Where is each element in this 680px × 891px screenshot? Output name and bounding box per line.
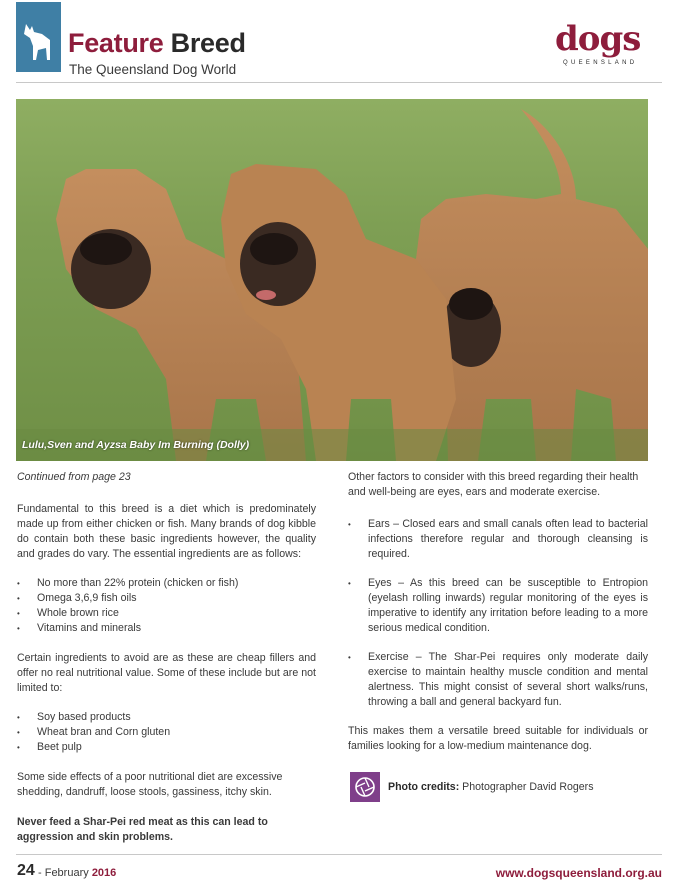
feature-photo xyxy=(16,99,648,461)
website-link[interactable]: www.dogsqueensland.org.au xyxy=(495,866,662,880)
list-item: • Vitamins and minerals xyxy=(17,621,316,636)
issue-date xyxy=(38,867,116,879)
title-breed: Breed xyxy=(170,28,246,58)
photo-credits xyxy=(350,772,594,802)
ears-bullet: • Ears – Closed ears and small canals often lead to bacterial infections therefore regular and thorough cleansing is required. xyxy=(348,517,648,562)
section-dog-logo xyxy=(16,2,61,72)
conclusion-paragraph: This makes them a versatile breed suitable for individuals or families looking for a low-medium maintenance dog. xyxy=(348,725,648,752)
brand-wordmark: dogs xyxy=(555,19,641,59)
dogs-queensland-logo xyxy=(555,20,655,70)
right-column xyxy=(348,470,648,754)
title-feature: Feature xyxy=(68,28,164,58)
eyes-bullet: • Eyes – As this breed can be susceptible to Entropion (eyelash rolling inwards) regular monitoring of the eyes is imperative to identify any irritation before leading to a more serious medical condition. xyxy=(348,576,648,636)
health-intro: Other factors to consider with this breed regarding their health and well-being are eyes, ears and moderate exercise. xyxy=(348,471,639,498)
header-divider xyxy=(16,82,662,83)
page-subtitle: The Queensland Dog World xyxy=(69,62,237,77)
list-item: • Whole brown rice xyxy=(17,606,316,621)
list-item: • Omega 3,6,9 fish oils xyxy=(17,591,316,606)
issue-month: - February xyxy=(38,867,89,879)
list-item: • Beet pulp xyxy=(17,740,316,755)
issue-year: 2016 xyxy=(91,867,117,879)
avoid-paragraph: Certain ingredients to avoid are as these are cheap fillers and offer no real nutritional value. Some of these include but are not limited to: xyxy=(17,652,316,694)
side-effects-paragraph: Some side effects of a poor nutritional diet are excessive shedding, dandruff, loose stools, gassiness, itchy skin. xyxy=(17,771,283,798)
warning-paragraph: Never feed a Shar-Pei red meat as this can lead to aggression and skin problems. xyxy=(17,816,268,843)
left-column xyxy=(17,470,316,845)
essential-ingredients-list xyxy=(17,576,316,636)
dog-silhouette-icon xyxy=(20,20,58,64)
list-item: • No more than 22% protein (chicken or fish) xyxy=(17,576,316,591)
brand-subtitle: QUEENSLAND xyxy=(563,60,638,66)
page-number: 24 xyxy=(17,862,35,879)
exercise-bullet: • Exercise – The Shar-Pei requires only moderate daily exercise to maintain healthy muscle condition and mental alertness. This might consist of several short walks/runs, throwing a ball and general backyard fun. xyxy=(348,650,648,710)
continued-note: Continued from page 23 xyxy=(17,471,131,483)
photo-caption: Lulu,Sven and Ayzsa Baby Im Burning (Dolly) xyxy=(22,439,250,451)
credit-label: Photo credits: xyxy=(388,781,460,793)
diet-paragraph: Fundamental to this breed is a diet which is predominately made up from either chicken or fish. Many brands of dog kibble do contain both these basic ingredients however, the quality and grades do vary. The essential ingredients are as follows: xyxy=(17,503,316,560)
avoid-ingredients-list xyxy=(17,710,316,755)
list-item: • Wheat bran and Corn gluten xyxy=(17,725,316,740)
list-item: • Soy based products xyxy=(17,710,316,725)
page-title xyxy=(68,28,246,59)
camera-aperture-icon xyxy=(350,772,380,802)
footer-divider xyxy=(16,854,662,855)
shar-pei-dogs-illustration xyxy=(16,99,648,461)
credit-value: Photographer David Rogers xyxy=(462,781,594,793)
